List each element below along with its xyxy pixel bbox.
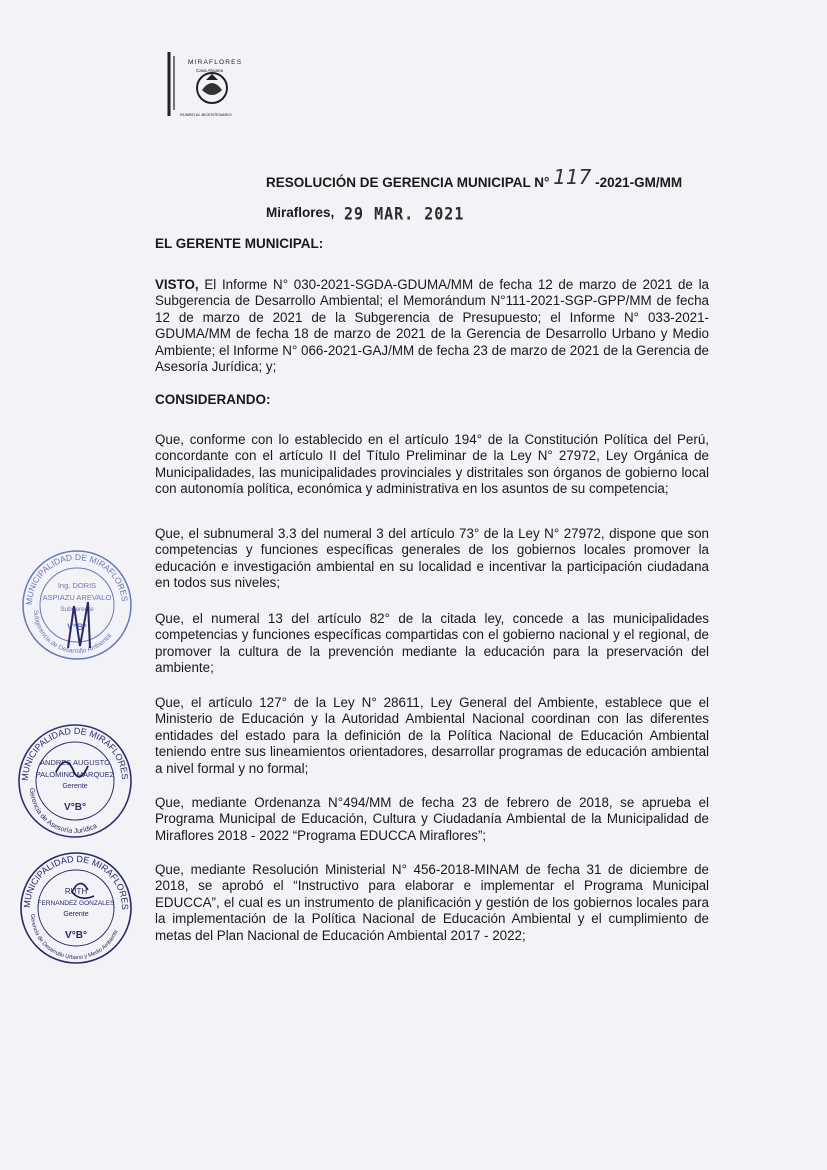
place: Miraflores, xyxy=(266,205,335,220)
title-prefix: RESOLUCIÓN DE GERENCIA MUNICIPAL N° xyxy=(266,175,550,190)
title-suffix: -2021-GM/MM xyxy=(595,175,683,190)
paragraph: Que, el artículo 127° de la Ley N° 28611, Ley General del Ambiente, establece que el Ministerio de Educación y la Autoridad Ambiental Nacional coordinan con las diferentes entidades del estado para la definición de la Política Nacional de Educación Ambiental teniendo entre sus lineamientos orientadores, desarrollar programas de educación ambiental a nivel formal y no formal; xyxy=(155,695,709,776)
logo-text-bottom: RUMBO AL BICENTENARIO xyxy=(180,112,232,117)
seal-asesoria-juridica xyxy=(16,722,134,840)
paragraph: Que, el numeral 13 del artículo 82° de la citada ley, concede a las municipalidades competencias y funciones específicas compartidas con el gobierno nacional y el regional, de promover la cultura de la prevención mediante la educación para la preservación del ambiente; xyxy=(155,611,709,676)
seal-ring-text: MUNICIPALIDAD DE MIRAFLORES xyxy=(23,551,130,606)
seal-name-line-1: Ing. DORIS xyxy=(57,581,97,590)
seal-desarrollo-urbano xyxy=(18,850,134,966)
paragraph: Que, el subnumeral 3.3 del numeral 3 del artículo 73° de la Ley N° 27972, dispone que son competencias y funciones específicas generales de los gobiernos locales promover la educación e investigación ambiental en su localidad e incentivar la participación ciudadana en todos sus niveles; xyxy=(155,526,709,591)
seal-role: Gerente xyxy=(62,783,88,790)
logo-text-inner: Casa Ahuana xyxy=(196,68,224,73)
resolution-title xyxy=(266,165,683,192)
miraflores-logo xyxy=(166,50,252,120)
considerando-heading: CONSIDERANDO: xyxy=(155,392,271,407)
seal-ring-text: MUNICIPALIDAD DE MIRAFLORES xyxy=(19,725,131,782)
seal-name-line-2: FERNANDEZ GONZALES xyxy=(37,900,115,907)
seal-vb: V°B° xyxy=(64,802,86,813)
seal-vb: V°B° xyxy=(67,622,87,632)
seal-bottom-text: Subgerencia de Desarrollo Ambiental xyxy=(31,609,114,656)
title-number-handwritten: 117 xyxy=(553,165,592,189)
seal-role: Gerente xyxy=(63,911,89,918)
logo-text-top: MIRAFLORES xyxy=(188,59,243,66)
seal-subgerencia xyxy=(20,548,134,662)
seal-name-line-1: ANDRES AUGUSTO xyxy=(40,758,110,767)
seal-role: Subgerente xyxy=(60,606,94,613)
seal-name-line-1: RUTH xyxy=(64,887,88,896)
date-stamp: 29 MAR. 2021 xyxy=(344,203,465,225)
paragraph: Que, mediante Ordenanza N°494/MM de fecha 23 de febrero de 2018, se aprueba el Programa Municipal de Educación, Cultura y Ciudadanía Ambiental de la Municipalidad de Miraflores 2018 - 2022 “Programa EDUCCA Miraflores”; xyxy=(155,795,709,843)
seal-name-line-2: PALOMINO MARQUEZ xyxy=(35,770,115,779)
visto-lead: VISTO, xyxy=(155,277,199,292)
paragraph: Que, conforme con lo establecido en el artículo 194° de la Constitución Política del Perú, concordante con el artículo II del Título Preliminar de la Ley N° 27972, Ley Orgánica de Municipalidades, las municipalidades provinciales y distritales son órganos de gobierno local con autonomía política, económica y administrativa en los asuntos de su competencia; xyxy=(155,432,709,497)
seal-vb: V°B° xyxy=(65,930,87,941)
paragraph: Que, mediante Resolución Ministerial N° 456-2018-MINAM de fecha 31 de diciembre de 2018, se aprobó el “Instructivo para elaborar e implementar el Programa Municipal EDUCCA”, el cual es un instrumento de planificación y gestión de los gobiernos locales para la implementación de la Política Nacional de Educación Ambiental y el cumplimiento de metas del Plan Nacional de Educación Ambiental 2017 - 2022; xyxy=(155,862,709,943)
visto-text: El Informe N° 030-2021-SGDA-GDUMA/MM de fecha 12 de marzo de 2021 de la Subgerencia de Desarrollo Ambiental; el Memorándum N°111-2021-SGP-GPP/MM de fecha 12 de marzo de 2021 de la Subgerencia de Presupuesto; el Informe N° 033-2021-GDUMA/MM de fecha 18 de marzo de 2021 de la Gerencia de Desarrollo Urbano y Medio Ambiente; el Informe N° 066-2021-GAJ/MM de fecha 23 de marzo de 2021 de la Gerencia de Asesoría Jurídica; y; xyxy=(155,277,709,375)
seal-bottom-text: Gerencia de Asesoría Jurídica xyxy=(27,787,99,836)
visto-paragraph xyxy=(155,277,709,375)
seal-name-line-2: ASPIAZU AREVALO xyxy=(42,593,112,602)
addressee: EL GERENTE MUNICIPAL: xyxy=(155,236,324,251)
seal-ring-text: MUNICIPALIDAD DE MIRAFLORES xyxy=(21,853,131,910)
seal-bottom-text: Gerencia de Desarrollo Urbano y Medio Ambiente xyxy=(28,913,120,962)
